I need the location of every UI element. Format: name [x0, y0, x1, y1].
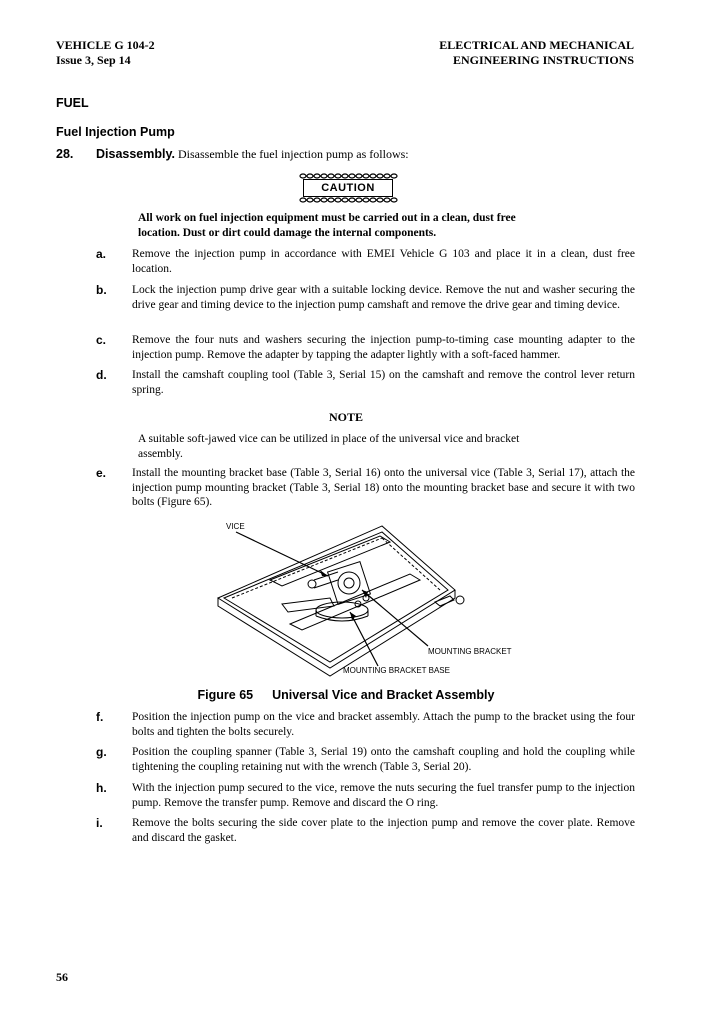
- chain-border-bottom: [297, 197, 399, 203]
- step-text: Install the mounting bracket base (Table 3, Serial 16) onto the universal vice (Table 3, Serial 17), attach the injection pump mounting bracket (Table 3, Serial 18) onto the mounting bracket base and secure it with two bolts (Figure 65).: [132, 467, 635, 508]
- step-label: e.: [96, 466, 107, 480]
- header-org-line1: ELECTRICAL AND MECHANICAL: [439, 38, 634, 52]
- vice-handle-knob: [308, 580, 316, 588]
- step-text: Remove the four nuts and washers securing the injection pump-to-timing case mounting adapter to the injection pump. Remove the adapter by tapping the adapter lightly with a soft-faced hammer.: [132, 334, 635, 361]
- step-text: Lock the injection pump drive gear with a suitable locking device. Remove the nut and washer securing the drive gear and timing device to the injection pump camshaft and remove the drive gear and timing device.: [132, 284, 635, 311]
- subsection-title: Fuel Injection Pump: [56, 125, 175, 139]
- step-text: Remove the injection pump in accordance with EMEI Vehicle G 103 and place it in a clean, dust free location.: [132, 248, 635, 275]
- note-text: A suitable soft-jawed vice can be utilized in place of the universal vice and bracket assembly.: [138, 433, 520, 460]
- vice-hub: [344, 578, 354, 588]
- step-label: a.: [96, 247, 107, 261]
- step-label: b.: [96, 283, 107, 297]
- vice-jaw: [328, 562, 371, 605]
- caution-box: [297, 173, 399, 203]
- step-label: i.: [96, 816, 103, 830]
- issue-date: Issue 3, Sep 14: [56, 53, 131, 67]
- figure-number: Figure 65: [197, 688, 254, 702]
- paragraph-number: 28.: [56, 147, 74, 161]
- callout-mounting-bracket: MOUNTING BRACKET: [428, 647, 512, 656]
- callout-mounting-bracket-base: MOUNTING BRACKET BASE: [343, 666, 450, 675]
- figure-title: Universal Vice and Bracket Assembly: [272, 688, 495, 702]
- step-text: Install the camshaft coupling tool (Table 3, Serial 15) on the camshaft and remove the control lever return spring.: [132, 369, 635, 396]
- page-number: 56: [56, 970, 68, 984]
- tray-side: [218, 590, 455, 676]
- vehicle-id: VEHICLE G 104-2: [56, 38, 155, 52]
- paragraph-28: [56, 147, 636, 163]
- paragraph-intro: Disassemble the fuel injection pump as follows:: [177, 147, 409, 161]
- paragraph-heading: Disassembly.: [96, 147, 175, 161]
- note-title: NOTE: [328, 410, 363, 424]
- tray-inner-dashed: [232, 538, 440, 598]
- step-text: Position the coupling spanner (Table 3, Serial 19) onto the camshaft coupling and hold the coupling while tightening the coupling retaining nut with the wrench (Table 3, Serial 20).: [132, 746, 635, 773]
- step-label: g.: [96, 745, 107, 759]
- step-text: With the injection pump secured to the vice, remove the nuts securing the fuel transfer pump to the injection pump. Remove the transfer pump. Remove and discard the O ring.: [132, 782, 635, 809]
- vice-ring: [338, 572, 360, 594]
- step-label: d.: [96, 368, 107, 382]
- figure-caption: [56, 688, 636, 702]
- bracket-arm: [282, 598, 334, 612]
- tray-outline: [218, 526, 455, 668]
- caution-label: CAUTION: [303, 179, 393, 197]
- header-org-line2: ENGINEERING INSTRUCTIONS: [452, 53, 634, 67]
- callout-vice: VICE: [226, 522, 245, 531]
- step-label: c.: [96, 333, 107, 347]
- step-label: f.: [96, 710, 104, 724]
- caution-text: All work on fuel injection equipment must be carried out in a clean, dust free location. Dust or dirt could damage the internal components.: [138, 212, 516, 239]
- step-label: h.: [96, 781, 107, 795]
- step-text: Remove the bolts securing the side cover plate to the injection pump and remove the cover plate. Remove and discard the gasket.: [132, 817, 635, 844]
- header-right: [439, 38, 634, 68]
- header-left: [56, 38, 155, 68]
- section-title: FUEL: [56, 96, 89, 110]
- step-text: Position the injection pump on the vice and bracket assembly. Attach the pump to the bracket using the four bolts and tighten the bolts securely.: [132, 711, 635, 738]
